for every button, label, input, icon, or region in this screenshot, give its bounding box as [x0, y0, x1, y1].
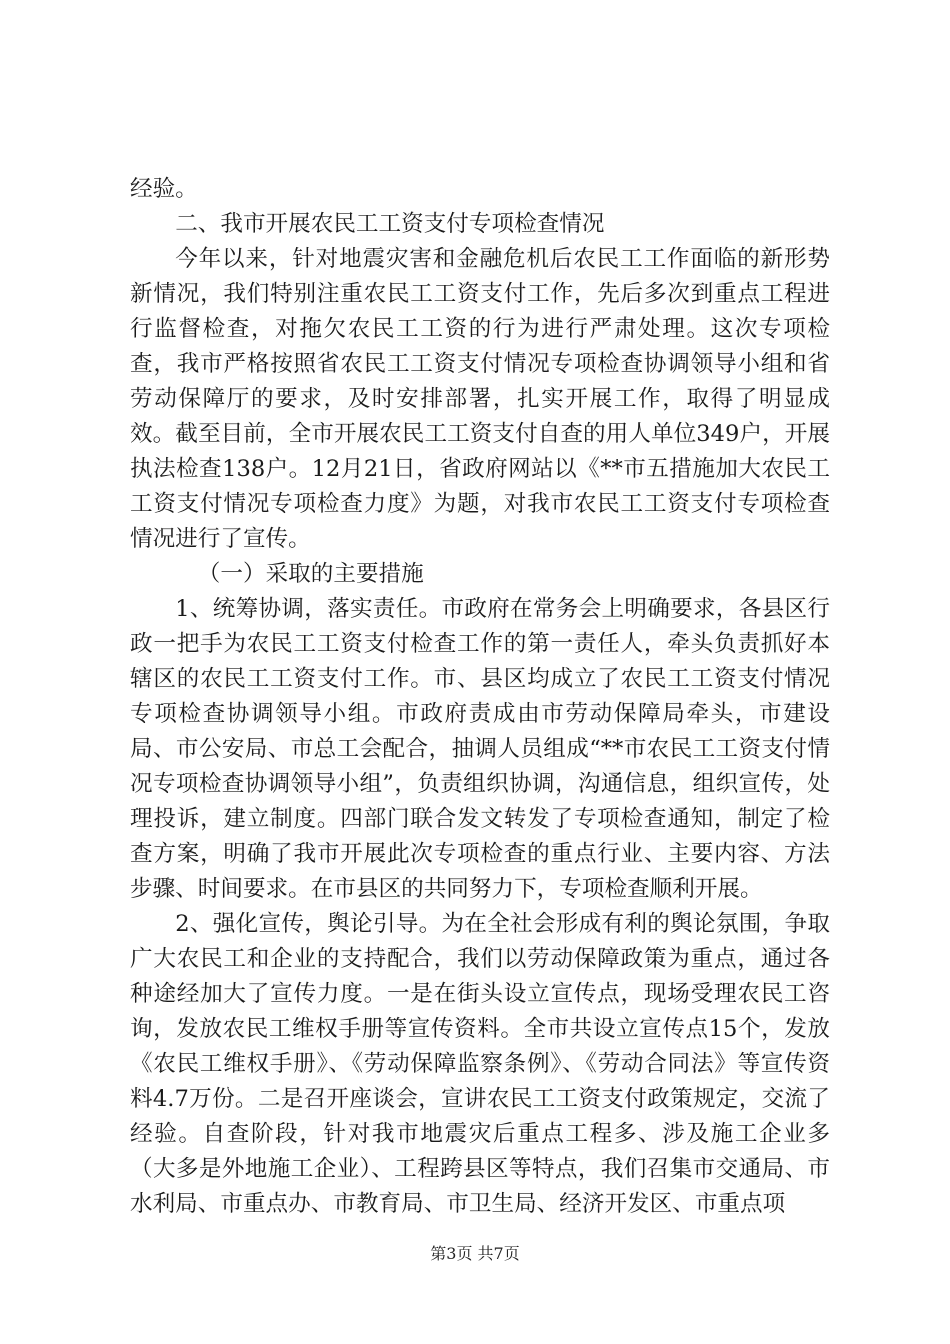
document-body — [130, 172, 830, 1222]
paragraph-overview: 今年以来，针对地震灾害和金融危机后农民工工作面临的新形势新情况，我们特别注重农民工工资支付工作，先后多次到重点工程进行监督检查，对拖欠农民工工资的行为进行严肃处理。这次专项检查，我市严格按照省农民工工资支付情况专项检查协调领导小组和省劳动保障厅的要求，及时安排部署，扎实开展工作，取得了明显成效。截至目前，全市开展农民工工资支付自查的用人单位349户，开展执法检查138户。12月21日，省政府网站以《**市五措施加大农民工工资支付情况专项检查力度》为题，对我市农民工工资支付专项检查情况进行了宣传。 — [130, 246, 830, 552]
paragraph-measure-1: 1、统筹协调，落实责任。市政府在常务会上明确要求，各县区行政一把手为农民工工资支付检查工作的第一责任人，牵头负责抓好本辖区的农民工工资支付工作。市、县区均成立了农民工工资支付情况专项检查协调领导小组。市政府责成由市劳动保障局牵头，市建设局、市公安局、市总工会配合，抽调人员组成“**市农民工工资支付情况专项检查协调领导小组”，负责组织协调，沟通信息，组织宣传，处理投诉，建立制度。四部门联合发文转发了专项检查通知，制定了检查方案，明确了我市开展此次专项检查的重点行业、主要内容、方法步骤、时间要求。在市县区的共同努力下，专项检查顺利开展。 — [130, 596, 830, 902]
page-number-footer: 第3页 共7页 — [430, 1244, 520, 1263]
paragraph-continuation: 经验。 — [130, 176, 198, 202]
section-heading: 二、我市开展农民工工资支付专项检查情况 — [175, 211, 605, 237]
subsection-heading: （一）采取的主要措施 — [197, 561, 424, 587]
paragraph-measure-2: 2、强化宣传，舆论引导。为在全社会形成有利的舆论氛围，争取广大农民工和企业的支持配合，我们以劳动保障政策为重点，通过各种途经加大了宣传力度。一是在街头设立宣传点，现场受理农民工咨询，发放农民工维权手册等宣传资料。全市共设立宣传点15个，发放《农民工维权手册》、《劳动保障监察条例》、《劳动合同法》等宣传资料4.7万份。二是召开座谈会，宣讲农民工工资支付政策规定，交流了经验。自查阶段，针对我市地震灾后重点工程多、涉及施工企业多（大多是外地施工企业）、工程跨县区等特点，我们召集市交通局、市水利局、市重点办、市教育局、市卫生局、经济开发区、市重点项 — [130, 911, 830, 1217]
